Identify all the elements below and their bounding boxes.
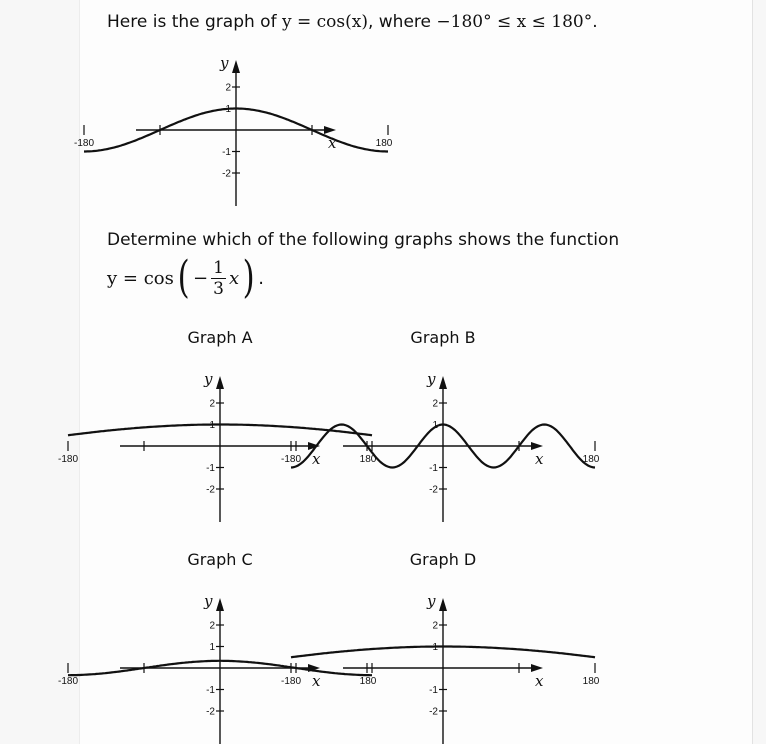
formula-end: . <box>258 267 265 289</box>
y-axis-label: y <box>427 592 436 610</box>
x-axis-label: x <box>312 672 321 690</box>
y-tick-label: 1 <box>432 642 438 653</box>
x-arrow-icon <box>531 664 543 672</box>
y-tick-label: 1 <box>209 420 215 431</box>
right-paren: ) <box>242 252 255 303</box>
intro-mid: , where <box>367 12 437 32</box>
formula-variable: x <box>228 267 240 289</box>
graph-b-title: Graph B <box>410 328 476 347</box>
y-tick-label: 1 <box>209 642 215 653</box>
intro-domain: −180° ≤ x ≤ 180° <box>436 12 593 32</box>
x-min-label: -180 <box>280 676 302 687</box>
y-tick-label: -1 <box>429 685 438 696</box>
intro-end: . <box>592 12 598 32</box>
x-max-label: 180 <box>375 138 393 149</box>
graph-a-title: Graph A <box>187 328 253 347</box>
x-axis-label: x <box>535 450 544 468</box>
y-tick-label: -2 <box>206 706 215 718</box>
y-tick-label: 1 <box>225 104 231 115</box>
y-axis-label: y <box>220 54 229 72</box>
y-tick-label: -1 <box>206 463 215 474</box>
y-tick-label: 1 <box>432 420 438 431</box>
formula-lhs: y = cos <box>107 267 174 289</box>
y-tick-label: 2 <box>432 398 438 410</box>
intro-prefix: Here is the graph of <box>107 12 282 32</box>
y-tick-label: -2 <box>429 484 438 496</box>
question-text: Determine which of the following graphs shows the function <box>107 230 620 250</box>
y-tick-label: 2 <box>209 398 215 410</box>
x-max-label: 180 <box>582 454 600 465</box>
y-tick-label: 2 <box>432 620 438 632</box>
x-max-label: 180 <box>359 454 377 465</box>
y-tick-label: 2 <box>209 620 215 632</box>
y-tick-label: -2 <box>429 706 438 718</box>
y-axis-label: y <box>427 370 436 388</box>
y-arrow-icon <box>439 598 447 611</box>
y-tick-label: 2 <box>225 82 231 94</box>
left-paren: ( <box>177 252 190 303</box>
fraction-denominator: 3 <box>213 278 224 299</box>
graph-d-title: Graph D <box>409 550 477 569</box>
x-min-label: -180 <box>57 454 79 465</box>
y-tick-label: -1 <box>222 147 231 158</box>
x-min-label: -180 <box>73 138 95 149</box>
x-axis-label: x <box>328 134 337 152</box>
formula-minus: − <box>193 267 209 289</box>
axes <box>281 592 600 744</box>
x-min-label: -180 <box>280 454 302 465</box>
x-min-label: -180 <box>57 676 79 687</box>
y-axis-label: y <box>204 592 213 610</box>
graph-c-title: Graph C <box>187 550 253 569</box>
x-max-label: 180 <box>359 676 377 687</box>
y-tick-label: -1 <box>206 685 215 696</box>
y-tick-label: -2 <box>206 484 215 496</box>
y-axis-label: y <box>204 370 213 388</box>
intro-equation: y = cos(x) <box>281 12 368 32</box>
x-axis-label: x <box>312 450 321 468</box>
y-tick-label: -2 <box>222 168 231 180</box>
x-max-label: 180 <box>582 676 600 687</box>
fraction-numerator: 1 <box>213 257 224 278</box>
x-axis-label: x <box>535 672 544 690</box>
y-tick-label: -1 <box>429 463 438 474</box>
